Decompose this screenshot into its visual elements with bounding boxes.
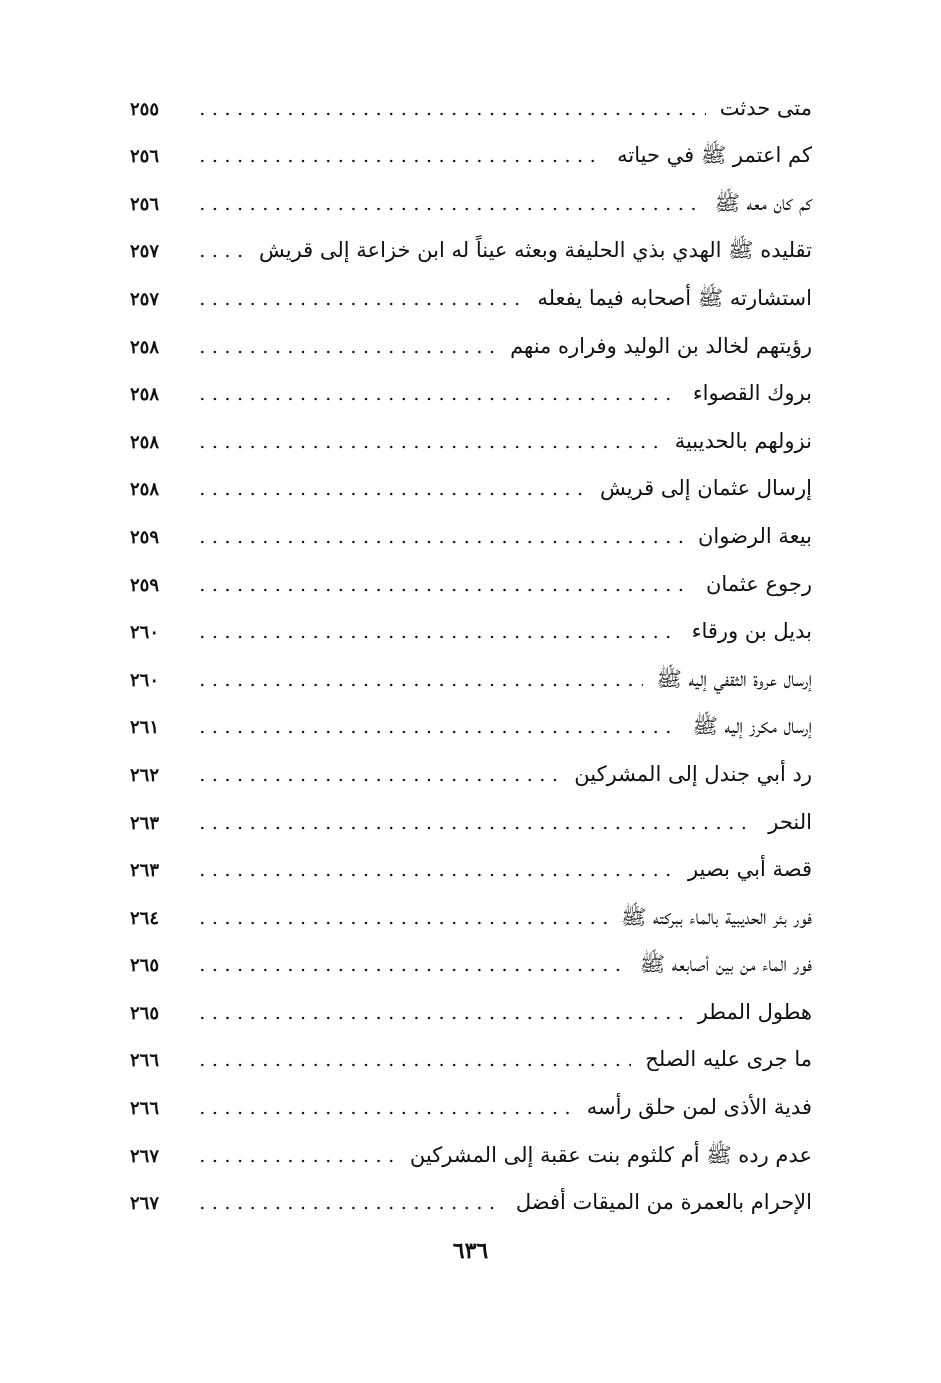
toc-entry-title: ما جرى عليه الصلح — [645, 1047, 812, 1072]
toc-entry — [130, 506, 812, 554]
toc-entry-title: تقليده ﷺ الهدي بذي الحليفة وبعثه عيناً له ابن خزاعة إلى قريش — [258, 238, 812, 263]
toc-entry — [130, 173, 812, 221]
dot-leader — [196, 445, 661, 449]
dot-leader — [196, 921, 607, 925]
toc-entry-title: كم اعتمر ﷺ في حياته — [617, 143, 812, 168]
toc-entry-page: ٢٥٩ — [130, 526, 160, 548]
dot-leader — [196, 1063, 631, 1067]
toc-entry-page: ٢٦٤ — [130, 907, 160, 929]
toc-entry-page: ٢٥٧ — [130, 241, 160, 263]
dot-leader — [196, 730, 678, 734]
toc-entry-title: نزولهم بالحديبية — [674, 428, 812, 453]
toc-entry — [130, 744, 812, 792]
toc-entry-title: إرسال مكرز إليه ﷺ — [692, 714, 812, 739]
dot-leader — [196, 112, 706, 116]
dot-leader — [196, 540, 684, 544]
toc-entry-page: ٢٥٥ — [130, 98, 160, 120]
dot-leader — [196, 683, 643, 687]
dot-leader — [196, 1159, 396, 1163]
toc-entry — [130, 411, 812, 459]
dot-leader — [196, 873, 674, 877]
toc-entry-title: رجوع عثمان — [705, 571, 812, 596]
dot-leader — [196, 397, 679, 401]
dot-leader — [196, 159, 603, 163]
toc-entry-title: عدم رده ﷺ أم كلثوم بنت عقبة إلى المشركين — [409, 1142, 812, 1167]
toc-entry-title: قصة أبي بصير — [687, 857, 812, 882]
dot-leader — [196, 1016, 684, 1020]
toc-entry-page: ٢٥٦ — [130, 146, 160, 168]
toc-entry — [130, 1030, 812, 1078]
toc-entry — [130, 1077, 812, 1125]
page-number: ٦٣٦ — [452, 1238, 489, 1264]
toc-entry — [130, 316, 812, 364]
toc-entry-title: بروك القصواء — [692, 381, 812, 406]
table-of-contents — [130, 78, 812, 1220]
dot-leader — [196, 254, 245, 258]
toc-entry-page: ٢٦٦ — [130, 1098, 160, 1120]
toc-entry-title: استشارته ﷺ أصحابه فيما يفعله — [537, 285, 812, 310]
dot-leader — [196, 207, 701, 211]
toc-entry-page: ٢٥٨ — [130, 336, 160, 358]
dot-leader — [196, 350, 496, 354]
toc-entry — [130, 268, 812, 316]
toc-entry-page: ٢٦١ — [130, 717, 160, 739]
toc-entry — [130, 935, 812, 983]
toc-entry-page: ٢٦٥ — [130, 955, 160, 977]
toc-entry-title: هطول المطر — [697, 999, 812, 1024]
toc-entry-page: ٢٥٦ — [130, 193, 160, 215]
dot-leader — [196, 826, 754, 830]
toc-entry-title: فور الماء من بين أصابعه ﷺ — [639, 952, 812, 977]
toc-entry-page: ٢٦٠ — [130, 622, 160, 644]
dot-leader — [196, 778, 560, 782]
dot-leader — [196, 1111, 573, 1115]
toc-entry-page: ٢٥٧ — [130, 288, 160, 310]
toc-entry-page: ٢٥٨ — [130, 384, 160, 406]
dot-leader — [196, 635, 678, 639]
toc-entry-title: فدية الأذى لمن حلق رأسه — [586, 1095, 812, 1120]
toc-entry-page: ٢٦٠ — [130, 669, 160, 691]
toc-entry — [130, 792, 812, 840]
toc-entry — [130, 649, 812, 697]
toc-entry — [130, 1125, 812, 1173]
dot-leader — [196, 968, 626, 972]
toc-entry-page: ٢٦٣ — [130, 812, 160, 834]
toc-entry — [130, 1173, 812, 1221]
toc-entry-title: كم كان معه ﷺ — [714, 190, 812, 215]
toc-entry-title: إرسال عثمان إلى قريش — [599, 476, 812, 501]
toc-entry — [130, 887, 812, 935]
toc-entry-title: رد أبي جندل إلى المشركين — [574, 761, 812, 786]
toc-entry-page: ٢٦٣ — [130, 860, 160, 882]
toc-entry — [130, 126, 812, 174]
toc-entry-page: ٢٥٩ — [130, 574, 160, 596]
dot-leader — [196, 302, 523, 306]
dot-leader — [196, 1206, 502, 1210]
toc-entry-title: النحر — [768, 809, 812, 834]
toc-entry-title: إرسال عروة الثقفي إليه ﷺ — [656, 666, 812, 691]
dot-leader — [196, 492, 586, 496]
toc-entry — [130, 982, 812, 1030]
toc-entry-title: بديل بن ورقاء — [691, 619, 812, 644]
toc-entry-page: ٢٦٧ — [130, 1145, 160, 1167]
toc-entry — [130, 554, 812, 602]
toc-entry-title: فور بئر الحديبية بالماء ببركته ﷺ — [620, 904, 812, 929]
toc-entry — [130, 78, 812, 126]
toc-entry-page: ٢٥٨ — [130, 431, 160, 453]
toc-entry-title: الإحرام بالعمرة من الميقات أفضل — [515, 1190, 812, 1215]
toc-entry-page: ٢٥٨ — [130, 479, 160, 501]
toc-entry-page: ٢٦٢ — [130, 764, 160, 786]
toc-entry-title: رؤيتهم لخالد بن الوليد وفراره منهم — [510, 333, 812, 358]
toc-entry — [130, 364, 812, 412]
toc-entry-page: ٢٦٦ — [130, 1050, 160, 1072]
toc-entry-page: ٢٦٧ — [130, 1193, 160, 1215]
toc-entry — [130, 697, 812, 745]
toc-entry — [130, 602, 812, 650]
toc-entry — [130, 840, 812, 888]
toc-entry — [130, 459, 812, 507]
toc-entry-page: ٢٦٥ — [130, 1002, 160, 1024]
dot-leader — [196, 588, 692, 592]
toc-entry-title: متى حدثت — [719, 95, 812, 120]
toc-entry-title: بيعة الرضوان — [697, 523, 812, 548]
toc-entry — [130, 221, 812, 269]
